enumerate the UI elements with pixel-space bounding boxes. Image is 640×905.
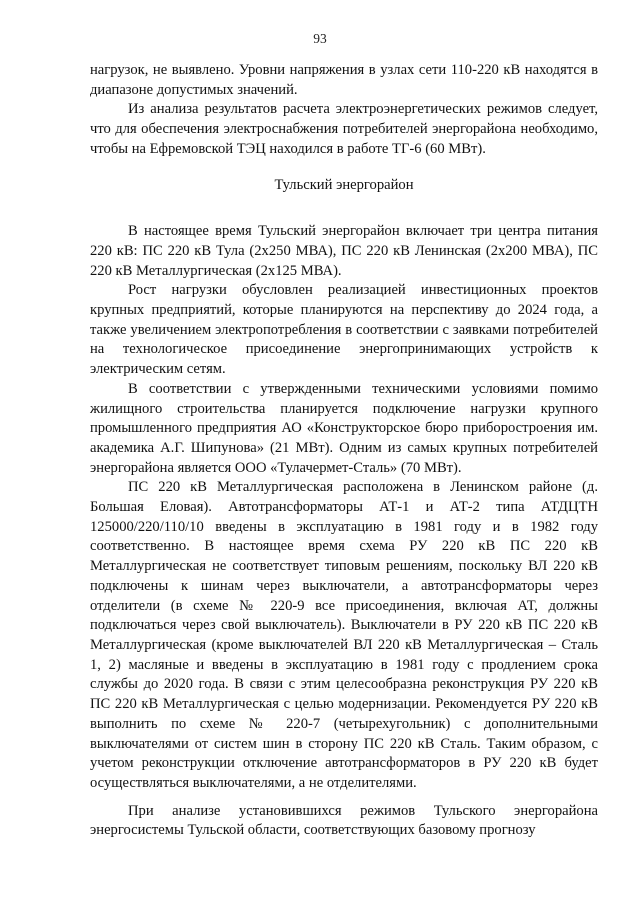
paragraph: Рост нагрузки обусловлен реализацией инвестиционных проектов крупных предприятий, которые планируются на перспективу до 2024 года, а также увеличением электропотребления в соответствии с заявками потребителей на технологическое присоединение энергопринимающих устройств к электрическим сетям. xyxy=(90,282,598,378)
paragraph: В соответствии с утвержденными техническими условиями помимо жилищного строительства планируется подключение нагрузки крупного промышленного предприятия АО «Конструкторское бюро приборостроения им. академика А.Г. Шипунова» (21 МВт). Одним из самых крупных потребителей энергорайона является ООО «Тулачермет-Сталь» (70 МВт). xyxy=(90,380,598,476)
paragraph: Из анализа результатов расчета электроэнергетических режимов следует, что для обеспечения электроснабжения потребителей энергорайона необходимо, чтобы на Ефремовской ТЭЦ находился в работе ТГ-6 (60 МВт). xyxy=(90,101,598,157)
paragraph: При анализе установившихся режимов Тульского энергорайона энергосистемы Тульской области, соответствующих базовому прогнозу xyxy=(90,802,598,839)
paragraph: ПС 220 кВ Металлургическая расположена в Ленинском районе (д. Большая Еловая). Автотрансформаторы АТ-1 и АТ-2 типа АТДЦТН 125000/220/110/10 введены в эксплуатацию в 1981 году и в 1982 году соответственно. В настоящее время схема РУ 220 кВ ПС 220 кВ Металлургическая не соответствует типовым решениям, поскольку ВЛ 220 кВ подключены к шинам через выключатели, а автотрансформаторы через отделители (в схеме № 220-9 все присоединения, включая АТ, должны подключаться через свой выключатель). Выключатели в РУ 220 кВ ПС 220 кВ Металлургическая (кроме выключателей ВЛ 220 кВ Металлургическая – Сталь 1, 2) масляные и введены в эксплуатацию в 1981 году с продлением срока службы до 2020 года. В связи с этим целесообразна реконструкция РУ 220 кВ ПС 220 кВ Металлургическая с целью модернизации. Рекомендуется РУ 220 кВ выполнить по схеме № 220-7 (четырехугольник) с дополнительными выключателями от систем шин в сторону ПС 220 кВ Сталь. Таким образом, с учетом реконструкции отключение автотрансформаторов в РУ 220 кВ будет осуществляться выключателями, а не отделителями. xyxy=(90,479,598,791)
document-body xyxy=(90,61,598,841)
section-heading: Тульский энергорайон xyxy=(274,176,414,193)
paragraph: нагрузок, не выявлено. Уровни напряжения в узлах сети 110-220 кВ находятся в диапазоне допустимых значений. xyxy=(90,62,598,98)
paragraph: В настоящее время Тульский энергорайон включает три центра питания 220 кВ: ПС 220 кВ Тула (2х250 МВА), ПС 220 кВ Ленинская (2х200 МВА), ПС 220 кВ Металлургическая (2х125 МВА). xyxy=(90,223,598,279)
page-number: 93 xyxy=(313,31,327,46)
